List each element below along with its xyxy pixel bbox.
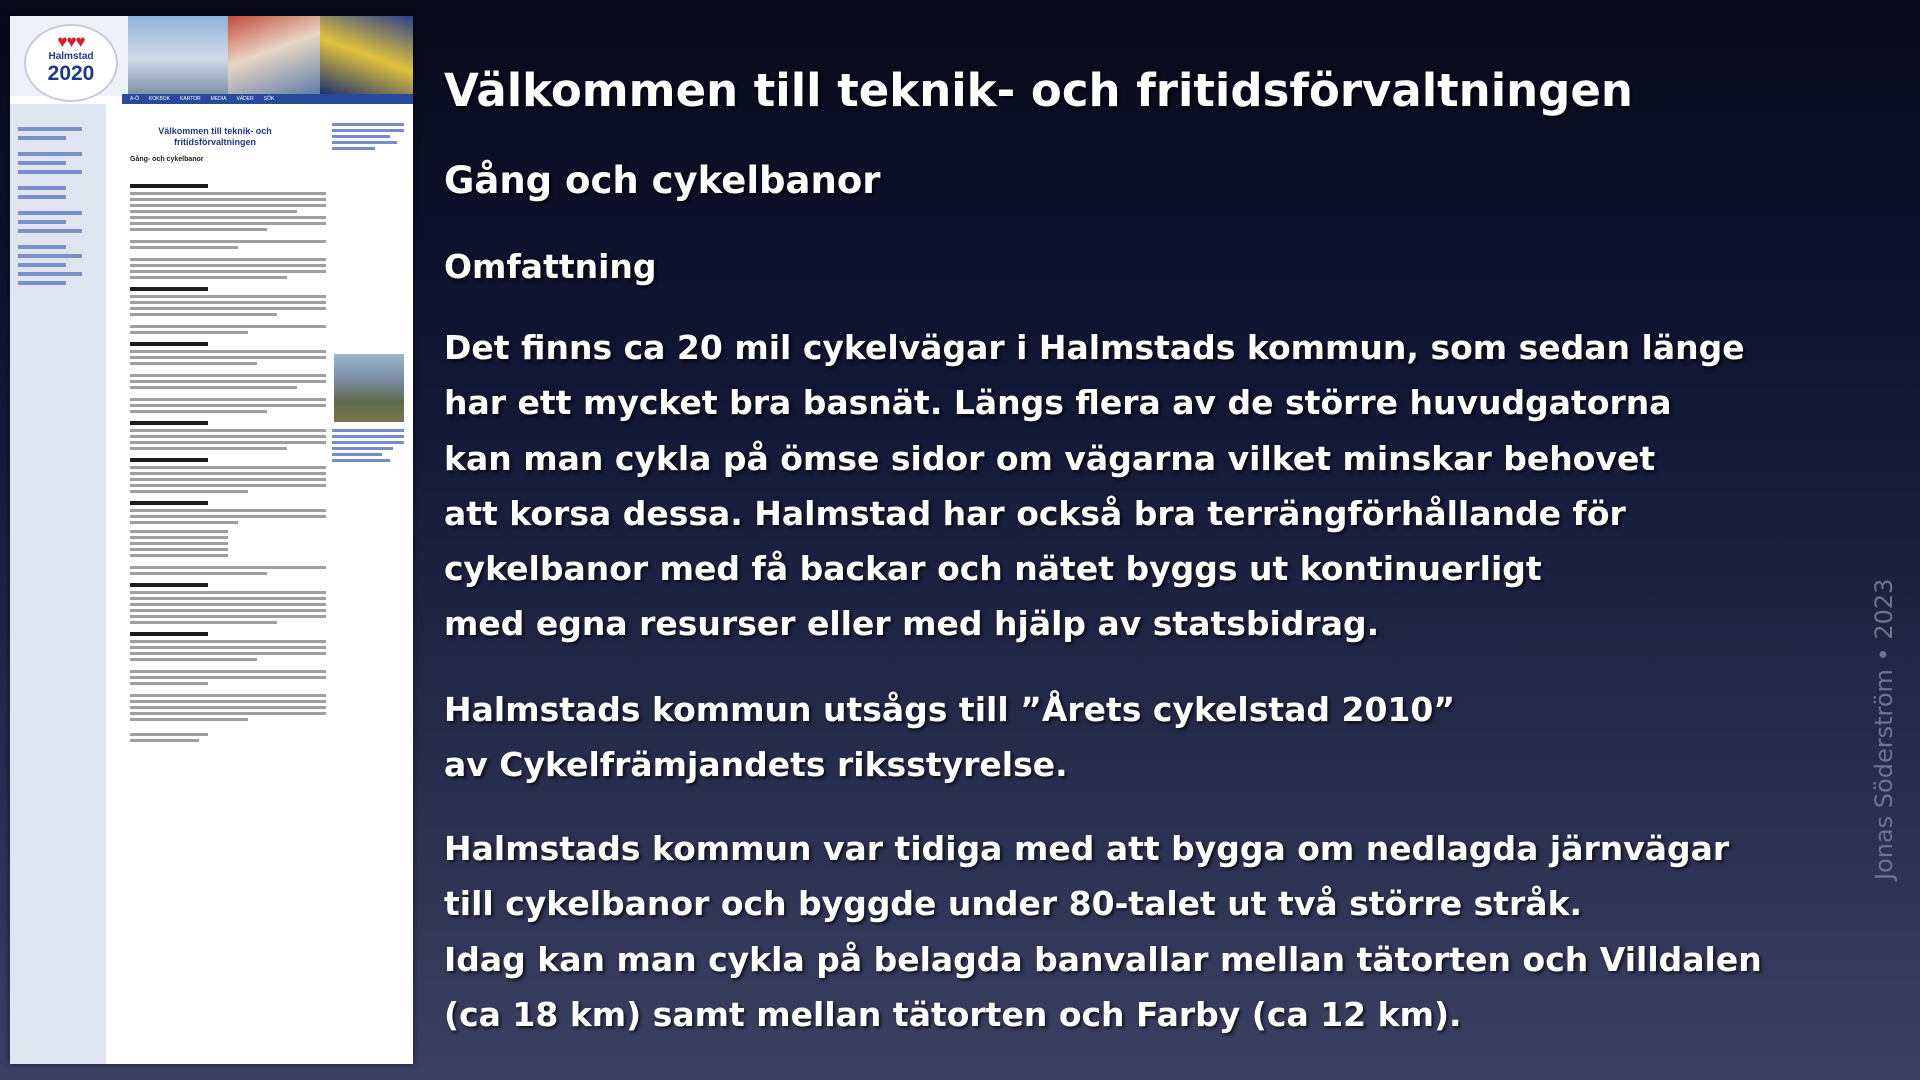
header-photo-2 xyxy=(228,16,320,94)
photo-caption xyxy=(332,426,404,465)
webpage-nav-bar xyxy=(122,94,413,104)
header-photo-3 xyxy=(320,16,413,94)
nav-item: A-Ö xyxy=(130,96,139,102)
paragraph-line: Idag kan man cykla på belagda banvallar mellan tätorten och Villdalen xyxy=(444,939,1762,979)
header-photo-1 xyxy=(128,16,228,94)
paragraph-railways xyxy=(444,821,1762,1042)
webpage-screenshot-thumbnail xyxy=(10,16,413,1064)
logo-year-text: 2020 xyxy=(47,62,95,85)
nav-item: VÄDER xyxy=(236,96,254,102)
nav-item: SÖK xyxy=(263,96,275,102)
paragraph-line: Det finns ca 20 mil cykelvägar i Halmstads kommun, som sedan länge xyxy=(444,328,1745,367)
webpage-subtitle: Gång- och cykelbanor xyxy=(130,156,204,163)
paragraph-line: har ett mycket bra basnät. Längs flera av de större huvudgatorna xyxy=(444,383,1672,423)
paragraph-line: till cykelbanor och byggde under 80-talet ut två större stråk. xyxy=(444,884,1583,924)
paragraph-award xyxy=(444,682,1455,793)
paragraph-line: Halmstads kommun var tidiga med att bygga om nedlagda järnvägar xyxy=(444,829,1730,868)
nav-item: MEDIA xyxy=(210,96,227,102)
nav-item: KOKBOK xyxy=(148,96,171,102)
paragraph-line: cykelbanor med få backar och nätet byggs ut kontinuerligt xyxy=(444,549,1542,589)
author-credit: Jonas Söderström • 2023 xyxy=(1870,578,1898,880)
logo-city-text: Halmstad xyxy=(48,51,94,62)
paragraph-line: med egna resurser eller med hjälp av statsbidrag. xyxy=(444,604,1380,644)
slide-title: Välkommen till teknik- och fritidsförvaltningen xyxy=(444,64,1633,117)
webpage-body-text xyxy=(130,176,326,745)
halmstad-2020-logo xyxy=(24,24,118,102)
bicycle-path-photo xyxy=(334,354,404,422)
nav-item: KARTOR xyxy=(180,96,201,102)
paragraph-line: Halmstads kommun utsågs till ”Årets cykelstad 2010” xyxy=(444,690,1456,729)
slide-heading: Gång och cykelbanor xyxy=(444,159,881,202)
paragraph-line: (ca 18 km) samt mellan tätorten och Farby (ca 12 km). xyxy=(444,994,1462,1034)
slide-subheading: Omfattning xyxy=(444,247,657,286)
hearts-icon: ♥♥♥ xyxy=(57,32,85,51)
paragraph-line: av Cykelfrämjandets riksstyrelse. xyxy=(444,745,1068,785)
paragraph-line: att korsa dessa. Halmstad har också bra terrängförhållande för xyxy=(444,493,1626,533)
webpage-right-column xyxy=(332,120,404,153)
webpage-title: Välkommen till teknik- och fritidsförvaltningen xyxy=(158,126,272,147)
webpage-header xyxy=(10,16,413,96)
webpage-sidebar xyxy=(10,104,106,1064)
paragraph-line: kan man cykla på ömse sidor om vägarna vilket minskar behovet xyxy=(444,438,1656,478)
paragraph-extent xyxy=(444,320,1745,652)
